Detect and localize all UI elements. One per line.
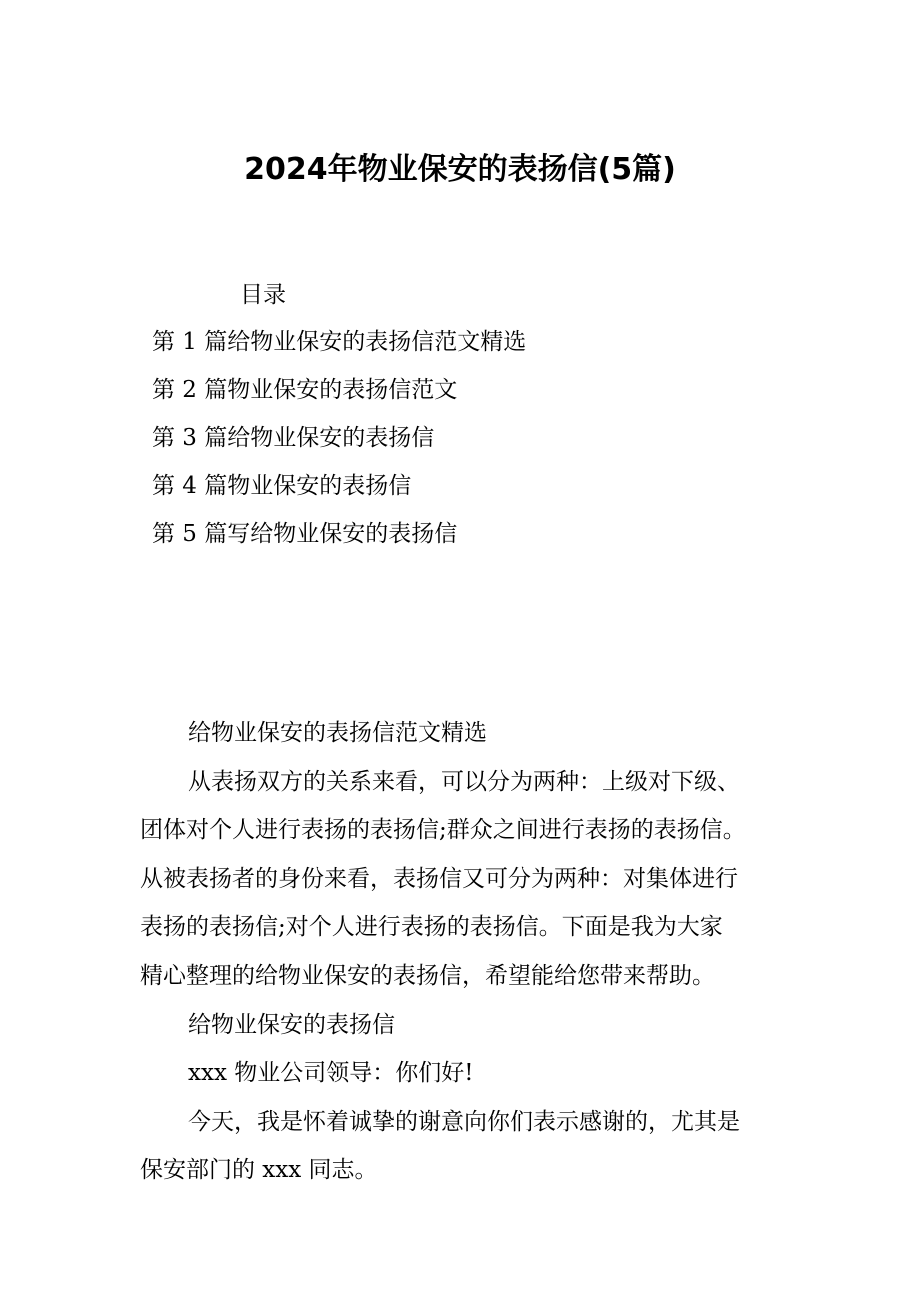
letter-salutation: xxx 物业公司领导：你们好! bbox=[188, 1060, 474, 1087]
document-title: 2024年物业保安的表扬信(5篇) bbox=[244, 152, 676, 187]
toc-item-4[interactable]: 第 4 篇物业保安的表扬信 bbox=[152, 473, 412, 499]
paragraph-line: 表扬的表扬信;对个人进行表扬的表扬信。下面是我为大家 bbox=[140, 914, 723, 941]
toc-item-3[interactable]: 第 3 篇给物业保安的表扬信 bbox=[152, 425, 435, 451]
paragraph-line: 从表扬双方的关系来看，可以分为两种：上级对下级、 bbox=[188, 768, 740, 795]
paragraph-line: 从被表扬者的身份来看，表扬信又可分为两种：对集体进行 bbox=[140, 865, 738, 892]
paragraph-line: 团体对个人进行表扬的表扬信;群众之间进行表扬的表扬信。 bbox=[140, 817, 746, 844]
section-heading: 给物业保安的表扬信范文精选 bbox=[188, 720, 487, 746]
toc-item-1[interactable]: 第 1 篇给物业保安的表扬信范文精选 bbox=[152, 329, 527, 355]
paragraph-line: 保安部门的 xxx 同志。 bbox=[140, 1157, 378, 1184]
letter-paragraph bbox=[140, 1098, 800, 1195]
toc-item-2[interactable]: 第 2 篇物业保安的表扬信范文 bbox=[152, 377, 458, 403]
document-body bbox=[140, 709, 800, 1195]
letter-heading: 给物业保安的表扬信 bbox=[188, 1011, 395, 1038]
paragraph-line: 今天，我是怀着诚挚的谢意向你们表示感谢的，尤其是 bbox=[188, 1108, 740, 1135]
toc-heading: 目录 bbox=[240, 282, 286, 308]
table-of-contents bbox=[152, 326, 526, 566]
intro-paragraph bbox=[140, 758, 800, 1001]
paragraph-line: 精心整理的给物业保安的表扬信，希望能给您带来帮助。 bbox=[140, 962, 715, 989]
toc-item-5[interactable]: 第 5 篇写给物业保安的表扬信 bbox=[152, 521, 458, 547]
